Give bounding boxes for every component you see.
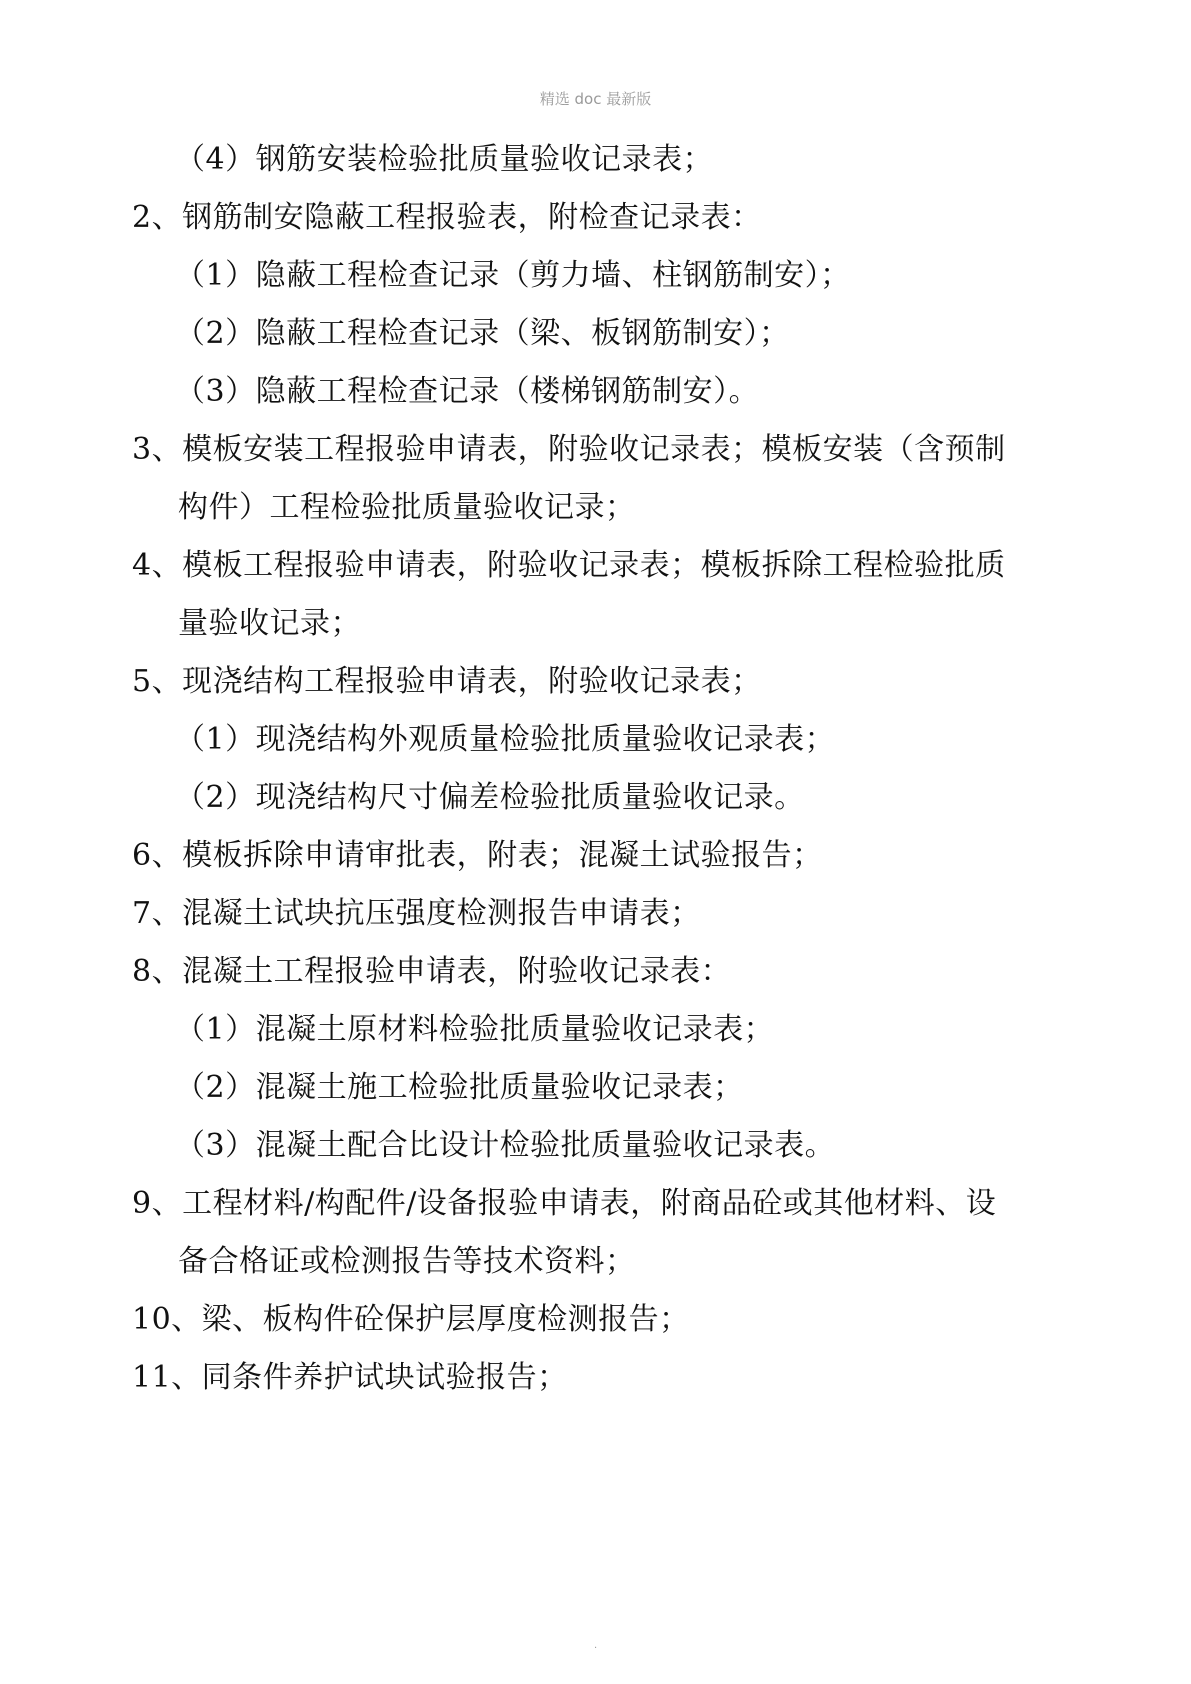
list-item: 构件）工程检验批质量验收记录；: [178, 490, 636, 525]
list-item: 7、混凝土试块抗压强度检测报告申请表；: [132, 896, 701, 931]
page-header: 精选 doc 最新版: [539, 90, 652, 108]
list-item: 量验收记录；: [178, 606, 361, 641]
list-item: （2）隐蔽工程检查记录（梁、板钢筋制安）；: [175, 316, 790, 351]
list-item: （1）现浇结构外观质量检验批质量验收记录表；: [175, 722, 836, 757]
list-item: 4、模板工程报验申请表，附验收记录表；模板拆除工程检验批质: [132, 548, 1006, 583]
list-item: （3）混凝土配合比设计检验批质量验收记录表。: [175, 1128, 836, 1163]
list-item: 9、工程材料/构配件/设备报验申请表，附商品砼或其他材料、设: [132, 1186, 997, 1221]
list-item: （2）混凝土施工检验批质量验收记录表；: [175, 1070, 744, 1105]
list-item: 3、模板安装工程报验申请表，附验收记录表；模板安装（含预制: [132, 432, 1006, 467]
list-item: （1）隐蔽工程检查记录（剪力墙、柱钢筋制安）；: [175, 258, 851, 293]
list-item: （2）现浇结构尺寸偏差检验批质量验收记录。: [175, 780, 805, 815]
list-item: 11、同条件养护试块试验报告；: [132, 1360, 568, 1395]
list-item: 2、钢筋制安隐蔽工程报验表，附检查记录表：: [132, 200, 762, 235]
list-item: 备合格证或检测报告等技术资料；: [178, 1244, 636, 1279]
list-item: （4）钢筋安装检验批质量验收记录表；: [175, 142, 714, 177]
list-item: 10、梁、板构件砼保护层厚度检测报告；: [132, 1302, 690, 1337]
list-item: 5、现浇结构工程报验申请表，附验收记录表；: [132, 664, 762, 699]
list-item: （3）隐蔽工程检查记录（楼梯钢筋制安）。: [175, 374, 760, 409]
list-item: 6、模板拆除申请审批表，附表；混凝土试验报告；: [132, 838, 823, 873]
list-item: （1）混凝土原材料检验批质量验收记录表；: [175, 1012, 775, 1047]
list-item: 8、混凝土工程报验申请表，附验收记录表：: [132, 954, 732, 989]
page-footer: .: [594, 1640, 598, 1651]
